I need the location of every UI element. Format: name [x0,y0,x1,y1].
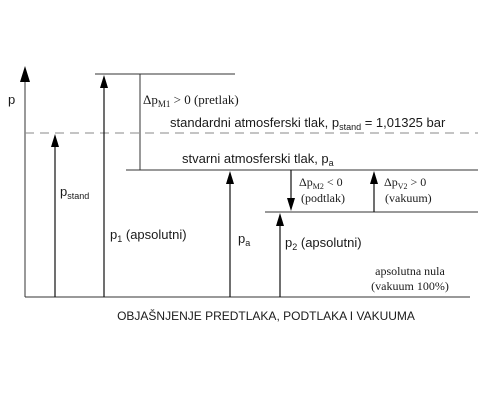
label-p-stand: $p_{stand}$ [60,184,90,201]
label-p2: $p_2$ (apsolutni) [285,235,362,252]
pressure-axis [8,66,30,297]
label-delta-pm1: $\Delta p_{M1} > 0$ (pretlak) [143,92,239,109]
label-vacuum-100: (vakuum 100%) [371,279,449,293]
diagram-caption: OBJAŠNJENJE PREDTLAKA, PODTLAKA I VAKUUMA [117,309,415,323]
arrow-p2 [276,213,284,297]
axis-label-p: p [8,92,16,107]
label-standard-atm: standardni atmosferski tlak, $p_{stand} = 1,01325$ bar [170,115,446,132]
arrow-delta-pm2 [287,170,295,211]
label-delta-pv2: $\Delta p_{V2} > 0$ [384,175,427,191]
label-absolute-zero: apsolutna nula [375,264,445,278]
label-vakuum: (vakuum) [385,191,432,205]
axis-arrowhead [20,66,30,82]
label-actual-atm: stvarni atmosferski tlak, $p_a$ [182,151,334,168]
arrow-delta-pv2 [370,171,378,212]
arrow-pa [226,171,234,297]
label-delta-pm2: $\Delta p_{M2} < 0$ [299,175,343,191]
label-p1: $p_1$ (apsolutni) [110,227,187,244]
label-pa: $p_a$ [238,231,251,248]
label-podtlak: (podtlak) [301,191,345,205]
arrow-p-stand [51,134,59,297]
arrow-p1 [100,75,108,297]
